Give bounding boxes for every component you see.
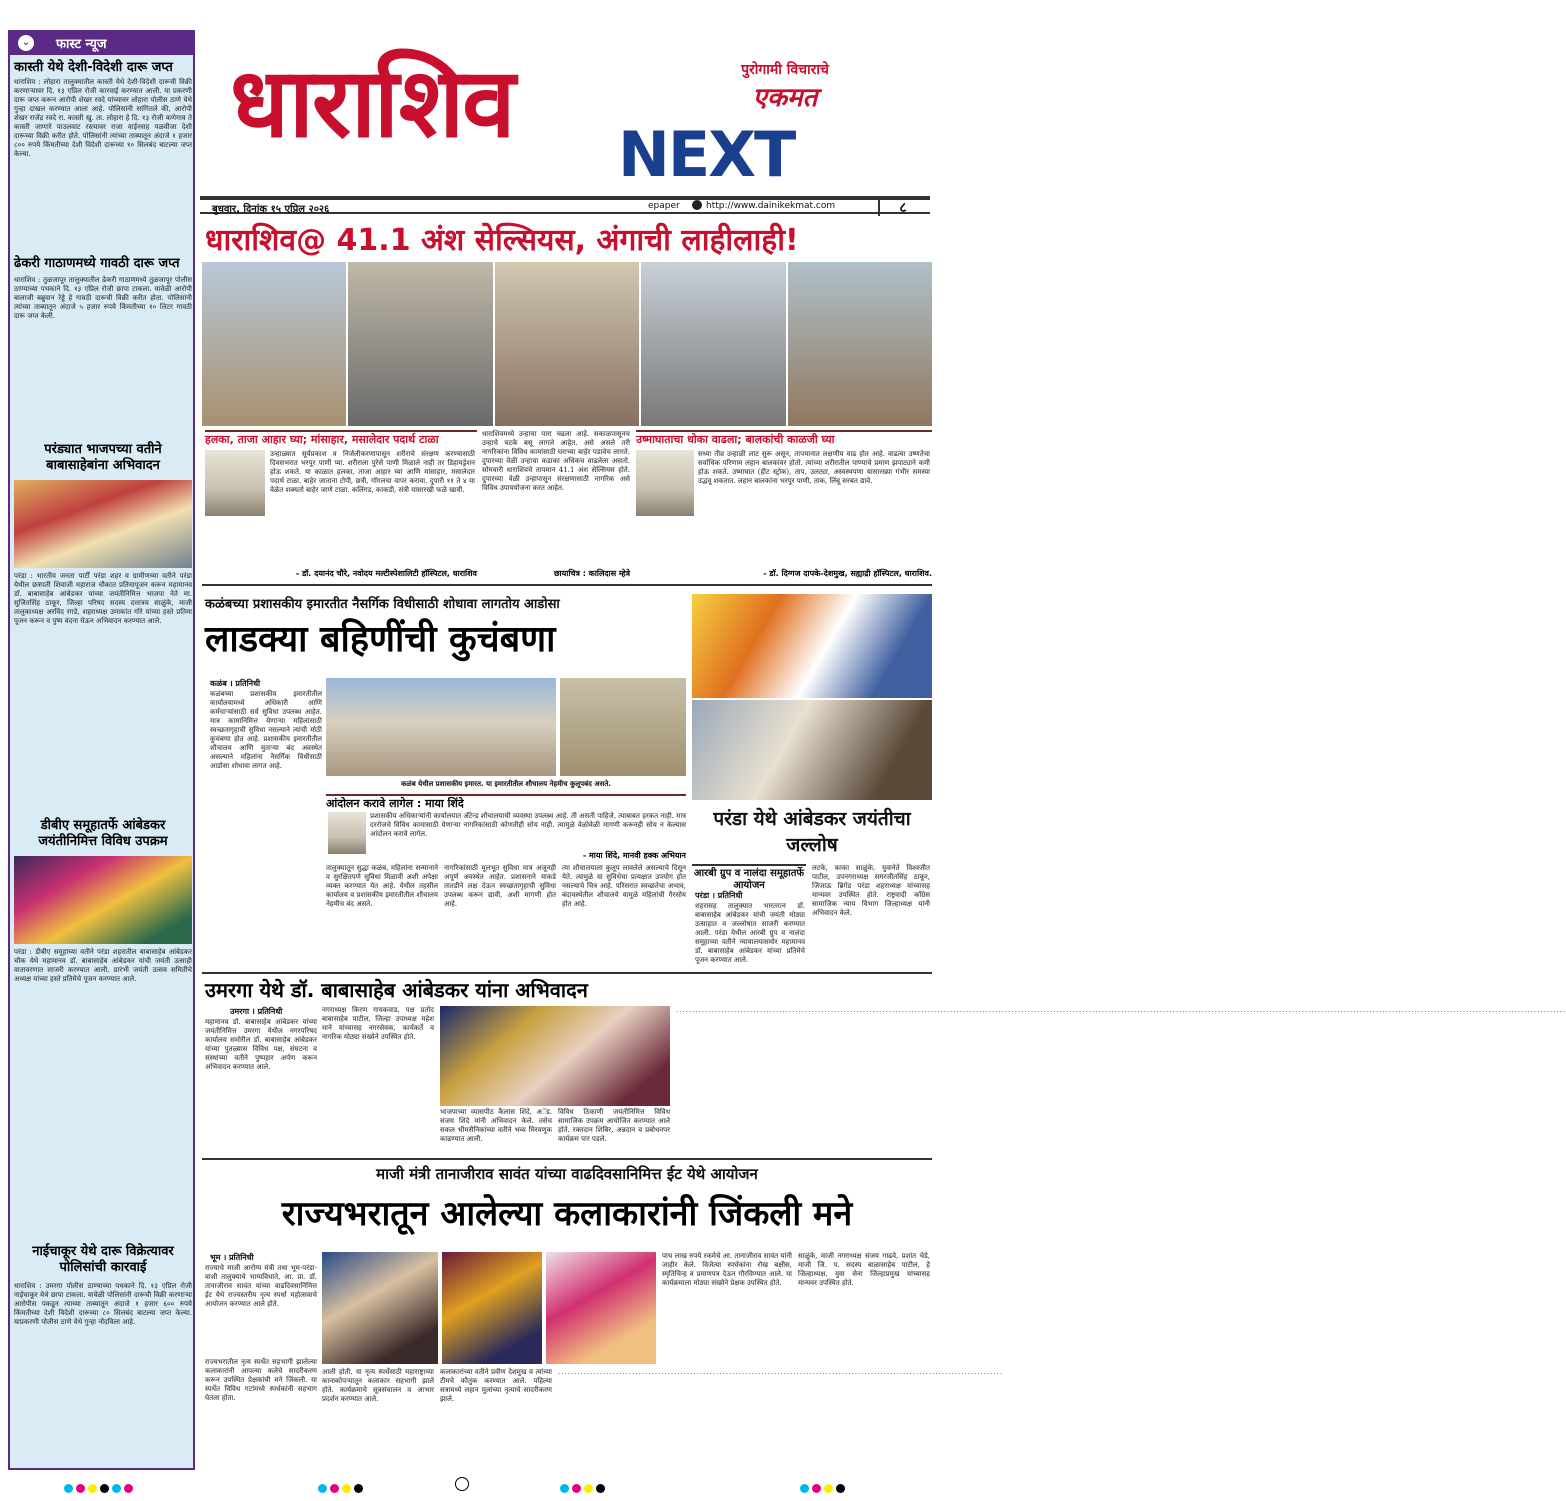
kalamb-photo-caption: कळंब येथील प्रशासकीय इमारत. या इमारतीतील शौचालय नेहमीच कुलूपबंद असते. [401, 780, 611, 788]
cultural-body3: पाच लाख रुपये रकमेचे आ. तानाजीराव सावंत यांनी जाहीर केले. विजेत्या स्पर्धकांना रोख बक्षीस, स्मृतिचिन्ह व प्रमाणपत्र देऊन गौरविण्यात आले. या कार्यक्रमाला मोठ्या संख्येने प्रेक्षक उपस्थित होते. [662, 1252, 792, 1287]
doctor-chaure-photo [205, 450, 265, 516]
paranda-bjp-photo [14, 480, 192, 568]
paranda-body-continued: .................................................................................................................................................................................................................................................................................... [676, 1006, 1566, 1014]
lead-box1-body: उन्हाळ्यात सूर्यप्रकाश व निर्जलीकरणापासून शरीराचे संरक्षण करण्यासाठी दिवसभरात भरपूर पाणी प्या. शरीराला पुरेसे पाणी मिळाले नाही तर डिहायड्रेशन होऊ शकते. या काळात हलका, ताजा आहार घ्या आणि मांसाहार, मसालेदार पदार्थ टाळा. बाहेर जाताना टोपी, छत्री, गॉगलचा वापर करावा. दुपारी ११ ते ४ या वेळेत शक्यतो बाहेर जाणे टाळा. कलिंगड, काकडी, संत्री यासारखी फळे खावी. [270, 450, 475, 494]
kalamb-body2: तालुक्यातून सुद्धा कळंब, महिलांना सन्मानाने व सुरक्षितपणे सुविधा मिळावी अशी अपेक्षा व्यक्त करण्यात येत आहे. येथील तहसील कार्यालय व प्रशासकीय इमारतीतील शौचालय नेहमीच बंद असते. [326, 864, 438, 908]
kalamb-headline: लाडक्या बहिणींची कुचंबणा [205, 619, 556, 660]
sidebar-story5-body: धाराशिव : उमरगा पोलीस ठाण्याच्या पथकाने दि. १३ एप्रिल रोजी नाईचाकूर येथे छापा टाकला. यावेळी पोलिसांनी दारूची विक्री करणाऱ्या आरोपीस पकडून त्याच्या ताब्यातून अंदाजे १ हजार ६०० रुपये किंमतीच्या देशी विदेशी दारूच्या ८० सिलबंद बाटल्या जप्त केल्या. याप्रकरणी पोलीस ठाणे येथे गुन्हा नोंदविला आहे. [14, 1282, 192, 1326]
cultural-body4: साळुंके, माजी नगराध्यक्ष संजय गाढवे, प्रशांत चेडे, माजी जि. प. सदस्य बाळासाहेब पाटील, हे जिल्हाध्यक्ष, युवा सेना जिल्हाप्रमुख यांच्यासह मान्यवर उपस्थित होते. [798, 1252, 930, 1287]
cultural-photo-3 [546, 1252, 656, 1364]
cultural-body6: कलाकारांच्या वतीने प्रवीण देशमुख व त्यांच्या टीमचे कौतुक करण्यात आले. पहिल्या सत्रामध्ये लहान मुलांच्या नृत्याचे सादरीकरण झाले. [440, 1368, 552, 1403]
lead-box2-title: उष्माघाताचा धोका वाढला; बालकांची काळजी घ्या [636, 430, 932, 447]
umarga-body3: भाजपाच्या व्यासपीठ कैलास शिंदे, अॅड. संजय शिंदे यांनी अभिवादन केले. तसेच सकल भीमसैनिकांच्या वतीने भव्य मिरवणूक काढण्यात आली. [440, 1108, 552, 1143]
paranda-subhead: आरबी ग्रुप व नालंदा समूहातर्फे आयोजन [692, 864, 806, 892]
magenta-mark-4 [572, 1484, 581, 1493]
cultural-photo-2 [442, 1252, 542, 1364]
kalamb-body4: त्या शौचालयाला कुलूप लावलेले असल्याचे दिसून येते. त्यामुळे या सुविधेचा प्रत्यक्षात उपयोग होत नसल्याचे चित्र आहे. परिसरात स्वच्छतेचा अभाव, बंदावस्थेतील शौचालये यामुळे महिलांची गैरसोय होत आहे. [562, 864, 686, 908]
globe-icon [692, 200, 702, 210]
print-color-marks-1 [64, 1478, 136, 1497]
paranda-jayanti-photo-1 [692, 594, 932, 698]
lead-box1-title: हलका, ताजा आहार घ्या; मांसाहार, मसालेदार पदार्थ टाळा [205, 430, 477, 447]
page-number: ८ [878, 198, 926, 216]
sidebar-story4-body: परंडा : डीबीए समूहाच्या वतीने परंडा शहरातील बाबासाहेब आंबेडकर चौक येथे महामानव डॉ. बाबासाहेब आंबेडकर यांची जयंती उत्साही वातावरणात साजरी करण्यात आली. प्रारंभी जयंती उत्सव समितीचे अध्यक्ष यांच्या हस्ते प्रतिमेचे पूजन करण्यात आले. [14, 948, 192, 983]
yellow-mark [88, 1484, 97, 1493]
crosshair-icon [455, 1477, 469, 1491]
black-mark-4 [596, 1484, 605, 1493]
kalamb-dateline: कळंब । प्रतिनिधी [210, 679, 261, 688]
umarga-dateline: उमरगा । प्रतिनिधी [230, 1007, 283, 1016]
fast-news-header [8, 30, 195, 55]
cultural-dateline: भूम । प्रतिनिधी [210, 1253, 254, 1262]
lead-headline-text: धाराशिव@ 41.1 अंश सेल्सियस, अंगाची लाहीलाही! [205, 223, 799, 258]
kalamb-quote-body: प्रशासकीय अधिकाऱ्यांनी कार्यालयात अँटेन्ड शौचालयाची व्यवस्था उपलब्ध आहे. ती असती पाहिजे, त्याबाबत हरकत नाही. मात्र दररोजचे विविध कामासाठी येणाऱ्या नागरिकांसाठी कोणतीही सोय नाही. त्यामुळे वेळोवेळी मागणी करूनही सोय न केल्यास आंदोलन करावे लागेल. [370, 812, 686, 838]
lead-box2-credit: - डॉ. दिग्गज दापके-देशमुख, सह्याद्री हॉस्पिटल, धाराशिव. [763, 569, 932, 578]
sidebar-story3-title: परंड्यात भाजपच्या वतीने बाबासाहेबांना अभिवादन [44, 442, 162, 473]
kalamb-building-photo-2 [560, 678, 686, 776]
magenta-mark-2 [124, 1484, 133, 1493]
umarga-body: महामानव डॉ. बाबासाहेब आंबेडकर यांच्या जयंतीनिमित्त उमरगा येथील नगरपरिषद कार्यालय समोरील डॉ. बाबासाहेब आंबेडकर यांच्या पुतळ्यास विविध पक्ष, संघटना व संस्थांच्या वतीने पुष्पहार अर्पण करून अभिवादन करण्यात आले. [205, 1018, 317, 1071]
umarga-body4: विविध ठिकाणी जयंतीनिमित्त विविध सामाजिक उपक्रम आयोजित करण्यात आले होते. रक्तदान शिबिर, अन्नदान व प्रबोधनपर कार्यक्रम पार पडले. [558, 1108, 670, 1143]
cyan-mark-4 [560, 1484, 569, 1493]
sidebar-story1-body: धाराशिव : लोहारा तालुक्यातील कास्ती येथे देशी-विदेशी दारूची विक्री करणाऱ्यावर दि. १३ एप्रिल रोजी कारवाई करण्यात आली. या प्रकरणी दारू जप्त करून आरोपी शेखर रवदे यांच्यावर लोहारा पोलीस ठाणे येथे गुन्हा दाखल करण्यात आला आहे. पोलिसांनी सांगितले की, आरोपी शेखर राजेंद्र रवदे रा. कास्ती खु. ता. लोहारा हे दि. १३ रोजी कणेगाव ते कास्ती जाणारे पाउलवाट रस्त्यावर राजा वाईनसह पळवीजा देशी दारूच्या विक्री करीत होते. पोलिसांनी त्यांच्या ताब्यातून अंदाजे १ हजार ८०० रुपये किंमतीच्या देशी विदेशी दारूच्या १० सिलबंद बाटल्या जप्त केल्या. [14, 78, 192, 158]
date-line: बुधवार, दिनांक १५ एप्रिल २०२६ [212, 204, 330, 215]
sidebar-story2-title: ढेकरी गाठाणमध्ये गावठी दारू जप्त [14, 256, 180, 271]
cyan-mark-5 [800, 1484, 809, 1493]
kalamb-quote-title: आंदोलन करावे लागेल : माया शिंदे [326, 794, 686, 811]
magenta-mark-3 [330, 1484, 339, 1493]
cultural-headline: राज्यभरातून आलेल्या कलाकारांनी जिंकली मने [281, 1194, 853, 1234]
maya-shinde-photo [328, 812, 366, 854]
kalamb-body: कळंबच्या प्रशासकीय इमारतीतील कार्यालयामध्ये अधिकारी आणि कर्मचाऱ्यांसाठी सर्व सुविधा उपलब्ध आहेत. मात्र कामानिमित्त येणाऱ्या महिलांसाठी स्वच्छतागृहाची सुविधा नसल्याने त्यांची मोठी कुचंबणा होत आहे. प्रशासकीय इमारतीतील शौचालय आणि मुताऱ्या बंद अवस्थेत असल्याने महिलांना नैसर्गिक विधीसाठी आडोसा शोधावा लागत आहे. [210, 690, 322, 770]
print-color-marks-4 [800, 1478, 848, 1497]
cultural-photo-1 [322, 1252, 438, 1364]
yellow-mark-4 [584, 1484, 593, 1493]
lead-photo-credit: छायाचित्र : कालिदास म्हेत्रे [553, 569, 630, 578]
masthead-brand: एकमत [752, 83, 818, 113]
cultural-body: राज्याचे माजी आरोग्य मंत्री तथा भूम-परंडा-वाशी तालुक्याचे भाग्यविधाते, आ. प्रा. डॉ. तानाजीराव सावंत यांच्या वाढदिवसानिमित्त ईट येथे राज्यस्तरीय नृत्य स्पर्धा महोत्सवाचे आयोजन करण्यात आले होते. [205, 1264, 317, 1308]
black-mark-5 [836, 1484, 845, 1493]
umarga-body2: नगराध्यक्ष किरण गायकवाड, पक्ष प्रतोद बाबासाहेब पाटील, जिल्हा उपाध्यक्ष महेश माने यांच्यासह नगरसेवक, कार्यकर्ते व नागरिक मोठ्या संख्येने उपस्थित होते. [322, 1006, 434, 1041]
cyan-mark-3 [318, 1484, 327, 1493]
yellow-mark-3 [342, 1484, 351, 1493]
doctor-dapke-photo [636, 450, 694, 516]
kalamb-body3: नागरिकांसाठी मूलभूत सुविधा मात्र अजूनही अपूर्ण अवस्थेत आहेत. प्रशासनाने याकडे तातडीने लक्ष देऊन स्वच्छतागृहाची सुविधा उपलब्ध करून द्यावी, अशी मागणी होत आहे. [444, 864, 556, 908]
next-logo: NEXT [618, 118, 795, 191]
date-bar-rule [200, 196, 930, 200]
chevron-down-icon: ⌄ [18, 35, 34, 51]
paranda-body2: लटके, काका साळुंके, युवानेते विश्वजीत पाटील, उपनगराध्यक्ष समरजीतसिंह ठाकूर, जिजाऊ ब्रिगेड परंडा शहराध्यक्ष यांच्यासह मान्यवर उपस्थित होते. राष्ट्रवादी काँग्रेस सामाजिक न्याय विभाग जिल्हाध्यक्ष यांनी अभिवादन केले. [812, 864, 930, 917]
dba-event-photo [14, 856, 192, 944]
sidebar-story5-title: नाईचाकूर येथे दारू विक्रेत्यावर पोलिसांची कारवाई [32, 1244, 174, 1275]
epaper-label: epaper [648, 201, 680, 211]
kalamb-kicker: कळंबच्या प्रशासकीय इमारतीत नैसर्गिक विधीसाठी शोधावा लागतोय आडोसा [205, 597, 560, 612]
kalamb-building-photo-1 [326, 678, 556, 776]
magenta-mark-5 [812, 1484, 821, 1493]
umarga-statue-photo [440, 1006, 670, 1106]
cultural-kicker: माजी मंत्री तानाजीराव सावंत यांच्या वाढदिवसानिमित्त ईट येथे आयोजन [376, 1165, 758, 1183]
registration-mark [455, 1476, 469, 1495]
cyan-mark [64, 1484, 73, 1493]
cultural-continued: .......................................................................................................................................... [558, 1368, 1004, 1376]
paranda-dateline: परंडा । प्रतिनिधी [695, 891, 743, 900]
masthead-title: धाराशिव [230, 47, 514, 159]
sidebar-story3-body: परंडा : भारतीय जनता पार्टी परंडा शहर व ग्रामीणच्या वतीने परंडा येथील छत्रपती शिवाजी महाराज चौकात प्रतिमापूजन करून महामानव डॉ. बाबासाहेब आंबेडकर यांच्या जयंतीनिमित्त भाजपा नेते मा. सुजितसिंह ठाकूर, जिल्हा परिषद सदस्य दत्तात्रय साळुंके, माजी तालुकाध्यक्ष अरविंद रगडे, शहराध्यक्ष उमाकांत गोरे यांच्या हस्ते प्रतिमा पूजन करून व पुष्प वंदना घेऊन अभिवादन करण्यात आले. [14, 572, 192, 625]
kalamb-quote-credit: - माया शिंदे, मानवी हक्क अभियान [582, 851, 686, 860]
print-color-marks-3 [560, 1478, 608, 1497]
magenta-mark [76, 1484, 85, 1493]
website-url[interactable]: http://www.dainikekmat.com [706, 201, 836, 211]
fast-news-label: फास्ट न्यूज [56, 36, 107, 52]
black-mark-3 [354, 1484, 363, 1493]
cyan-mark-2 [112, 1484, 121, 1493]
heatwave-photo-dividers [202, 262, 932, 426]
lead-box2-body: सध्या तीव्र उन्हाळी लाट सुरू असून, तापमानात लक्षणीय वाढ होत आहे. वाढत्या उष्णतेचा सर्वाधिक परिणाम लहान बालकांवर होतो. त्यांच्या शरीरातील पाण्याचे प्रमाण झपाट्याने कमी होऊ शकते. उष्माघात (हीट स्ट्रोक), ताप, उलट्या, अस्वस्थपणा यासारख्या गंभीर समस्या उद्भवू शकतात. लहान बालकांना भरपूर पाणी, ताक, लिंबू सरबत द्यावे. [698, 450, 930, 485]
sidebar-story1-title: कास्ती येथे देशी-विदेशी दारू जप्त [14, 60, 173, 75]
section-divider [202, 584, 932, 586]
lead-middle-body: धाराशिवमध्ये उन्हाचा पारा चढला आहे. सकाळपासूनच उन्हाचे चटके बसू लागले आहेत. असे असले तरी नागरिकांना विविध कामांसाठी घराच्या बाहेर पडावेच लागते. दुपारच्या वेळी उन्हाचा कडाका अधिकच वाढलेला असतो. सोमवारी धाराशिवचे तापमान 41.1 अंश सेल्सियस होते. दुपारच्या वेळी उन्हापासून संरक्षणासाठी नागरिक असे विविध उपाययोजना करत आहेत. [482, 430, 630, 492]
lead-box1-credit: - डॉ. दयानंद चौरे, नवोदय मल्टीस्पेशालिटी हॉस्पिटल, धाराशिव [295, 569, 477, 578]
lead-headline [205, 220, 799, 262]
print-color-marks-2 [318, 1478, 366, 1497]
paranda-headline: परंडा येथे आंबेडकर जयंतीचा जल्लोष [713, 808, 911, 856]
cultural-body5: आली होती. या नृत्य स्पर्धेसाठी महाराष्ट्राच्या कानाकोपऱ्यातून कलाकार सहभागी झाले होते. कार्यक्रमाचे सूत्रसंचालन व आभार प्रदर्शन करण्यात आले. [322, 1368, 434, 1403]
masthead-tagline: पुरोगामी विचाराचे [741, 62, 829, 78]
umarga-headline: उमरगा येथे डॉ. बाबासाहेब आंबेडकर यांना अभिवादन [205, 978, 588, 1002]
sidebar-story2-body: धाराशिव : तुळजापूर तालुक्यातील ढेकरी गाठाणमध्ये तुळजापूर पोलीस ठाण्याच्या पथकाने दि. १३ एप्रिल रोजी छापा टाकला. यावेळी आरोपी बालाजी बब्रुवान रेड्डे हे गावठी दारूची विक्री करीत होता. पोलिसांनी त्यांच्या ताब्यातून अंदाजे ५ हजार रुपये किंमतीच्या १० लिटर गावठी दारू जप्त केली. [14, 276, 192, 320]
paranda-body: शहरासह तालुक्यात भारतरत्न डॉ. बाबासाहेब आंबेडकर यांची जयंती मोठ्या उत्साहात व जल्लोषात साजरी करण्यात आली. परंडा येथील आरबी ग्रुप व नालंदा समूहाच्या वतीने न्यायालयासमोर महामानव डॉ. बाबासाहेब आंबेडकर यांच्या प्रतिमेचे पूजन करण्यात आले. [695, 902, 805, 964]
sidebar-story4-title: डीबीए समूहातर्फे आंबेडकर जयंतीनिमित्त विविध उपक्रम [38, 818, 168, 849]
paranda-jayanti-photo-2 [692, 700, 932, 800]
yellow-mark-5 [824, 1484, 833, 1493]
section-divider-3 [202, 1158, 932, 1160]
black-mark [100, 1484, 109, 1493]
section-divider-2 [202, 972, 932, 974]
cultural-body2: राज्यभरातील नृत्य स्पर्धेत सहभागी झालेल्या कलाकारांनी आपल्या कलेचे सादरीकरण करून उपस्थित प्रेक्षकांची मने जिंकली. या स्पर्धेत विविध गटांमध्ये स्पर्धकांनी सहभाग घेतला होता. [205, 1358, 317, 1402]
